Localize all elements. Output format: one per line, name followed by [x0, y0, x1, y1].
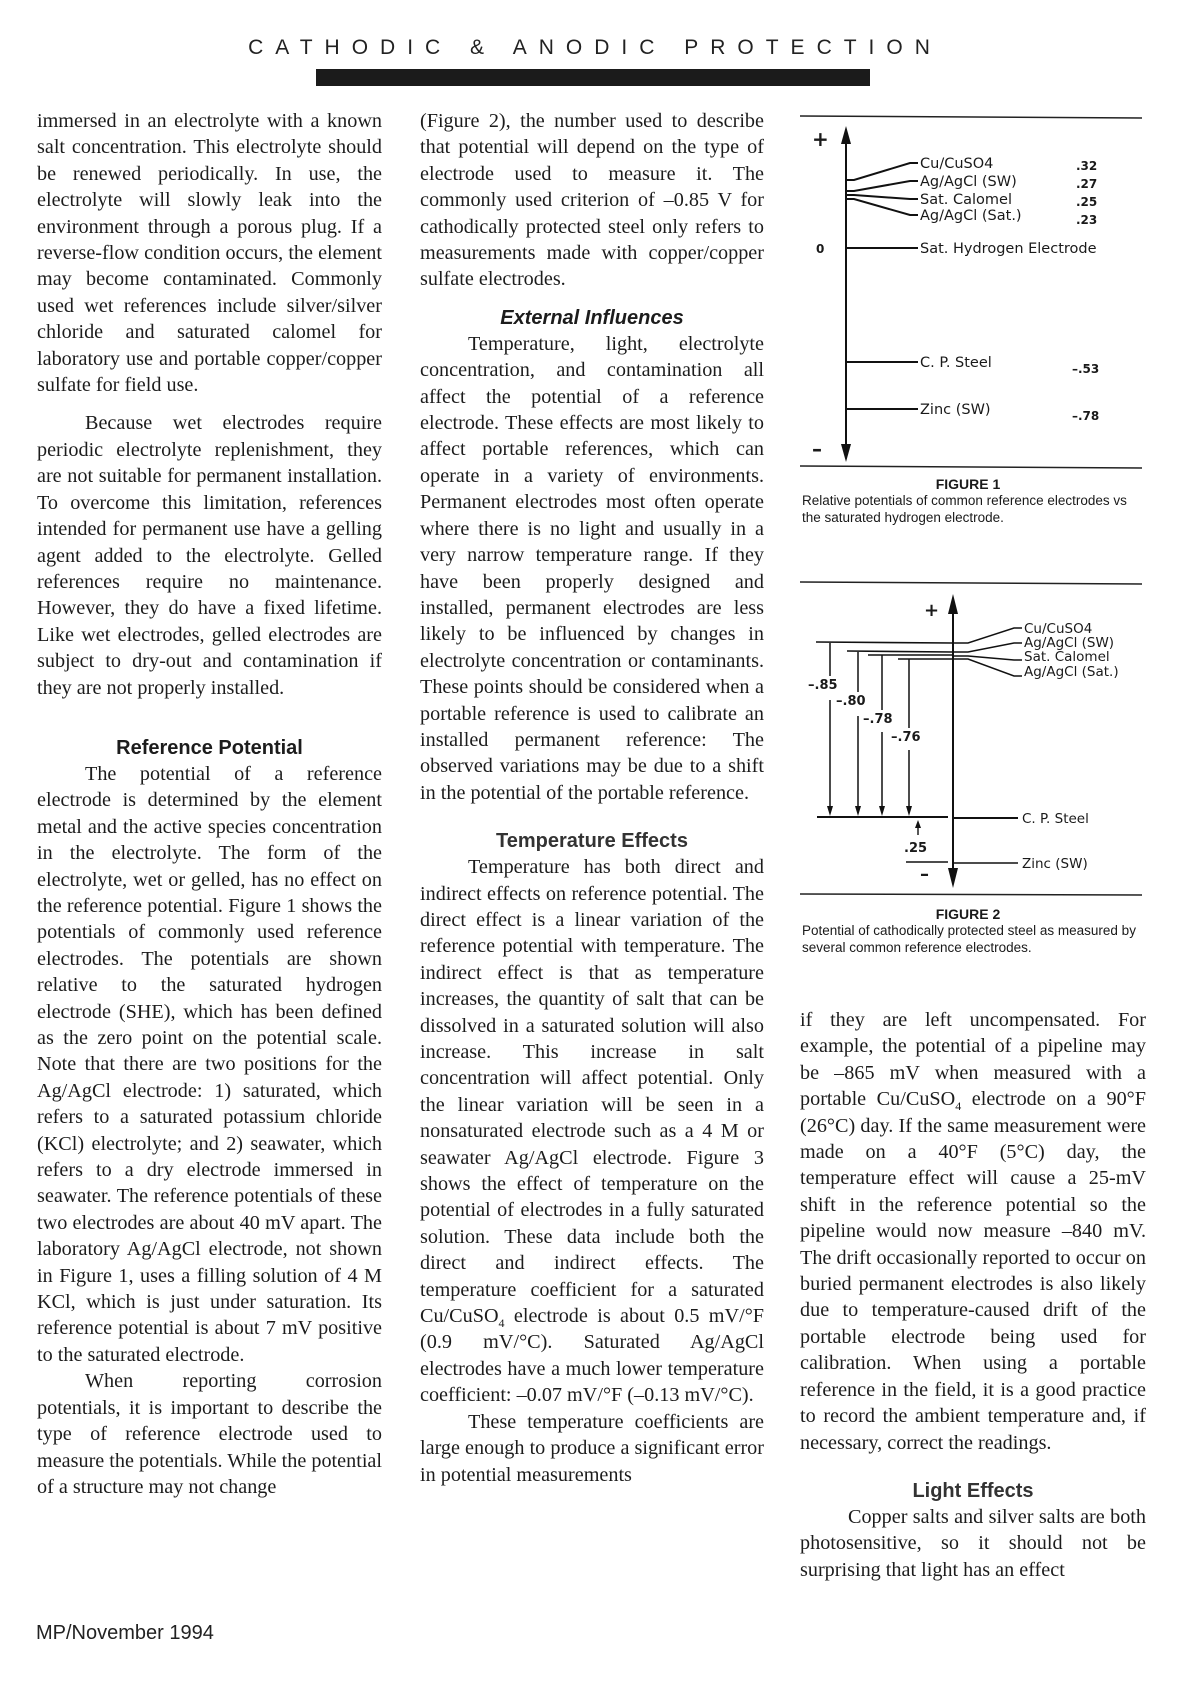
paragraph: When reporting corrosion potentials, it is important to describe the type of reference electrode used to measure the potentials. While the potential of a structure may not change — [37, 1370, 382, 1498]
figure-2-diagram — [790, 580, 1146, 900]
electrode-label: C. P. Steel — [920, 355, 992, 371]
electrode-label: Sat. Calomel — [920, 192, 1012, 208]
column-1 — [37, 108, 382, 1500]
arrow-down-icon — [855, 806, 861, 816]
figure-2-caption: Potential of cathodically protected steel as measured by several common reference electrodes. — [802, 923, 1136, 955]
paragraph — [420, 854, 764, 1409]
electrode-label: Sat. Hydrogen Electrode — [920, 241, 1097, 257]
top-rule — [800, 116, 1142, 118]
arrow-down-icon — [879, 806, 885, 816]
electrode-label: Cu/CuSO4 — [1024, 621, 1093, 637]
electrode-label: Sat. Calomel — [1024, 649, 1110, 665]
potential-value: .23 — [1076, 213, 1098, 227]
leader-line — [846, 199, 918, 215]
figure-1-caption: Relative potentials of common reference electrodes vs the saturated hydrogen electrode. — [802, 493, 1127, 525]
arrow-down-icon — [841, 444, 851, 462]
arrow-down-icon — [827, 806, 833, 816]
potential-value: .27 — [1076, 177, 1098, 191]
arrow-up-icon — [948, 594, 958, 614]
paragraph: The potential of a reference electrode is determined by the element metal and the active species concentration in the electrolyte. The form of the electrolyte, wet or gelled, has no effect on the reference potential. Figure 1 shows the potentials of commonly used reference electrodes. The potentials are shown relative to the saturated hydrogen electrode (SHE), which has been defined as the zero point on the potential scale. Note that there are two positions for the Ag/AgCl electrode: 1) saturated, which refers to a saturated potassium chloride (KCl) electrolyte; and 2) seawater, which refers to a dry electrode immersed in seawater. The reference potentials of these two electrodes are about 40 mV apart. The laboratory Ag/AgCl electrode, not shown in Figure 1, uses a filling solution of 4 M KCl, which is just under saturation. Its reference potential is about 7 mV positive to the saturated electrode. — [37, 762, 382, 1366]
potential-value: –.53 — [1072, 362, 1100, 376]
potential-value: .25 — [1076, 195, 1098, 209]
reference-line — [816, 642, 953, 643]
potential-value: .32 — [1076, 159, 1098, 173]
zinc-gap-value: .25 — [904, 841, 928, 856]
leader-line — [846, 163, 918, 180]
leader-line — [953, 628, 1022, 643]
column-3 — [800, 1007, 1146, 1583]
potential-value: –.78 — [1072, 409, 1100, 423]
arrow-down-icon — [948, 868, 958, 888]
bottom-rule — [800, 466, 1142, 468]
figure-2-title: FIGURE 2 — [935, 906, 1001, 922]
figure-1 — [790, 110, 1146, 550]
arrow-up-icon — [841, 126, 851, 144]
electrode-label: Ag/AgCl (Sat.) — [1024, 664, 1119, 680]
figure-1-title: FIGURE 1 — [935, 476, 1001, 492]
arrow-down-icon — [906, 806, 912, 816]
measurement-value: –.76 — [891, 730, 921, 745]
subscript: 4 — [955, 1099, 962, 1114]
electrode-label: Ag/AgCl (SW) — [1024, 635, 1115, 651]
arrow-up-icon — [915, 820, 921, 828]
electrode-label: Ag/AgCl (SW) — [920, 174, 1017, 190]
text: electrode on a 90°F (26°C) day. If the same measurement were made on a 40°F (5°C) day, the temperature effect will cause a 25-mV shift in the reference potential so the pipeline would now measure –840 mV. The drift occasionally reported to occur on buried permanent electrodes is also likely due to temperature-caused drift of the portable electrode being used for calibration. When using a portable reference in the field, it is a good practice to record the ambient temperature and, if necessary, correct the readings. — [800, 1088, 1146, 1454]
text: electrode is about 0.5 mV/°F (0.9 mV/°C). Saturated Ag/AgCl electrodes have a much lower temperature coefficient: –0.07 mV/°F (–0.13 mV/°C). — [420, 1305, 764, 1407]
zero-label: 0 — [816, 242, 825, 256]
leader-line — [953, 659, 1022, 676]
measurement-value: –.78 — [863, 712, 893, 727]
section-heading-light-effects: Light Effects — [912, 1479, 1034, 1502]
reference-line — [847, 651, 953, 652]
text: if they are left uncompensated. For example, the potential of a pipeline may be –865 mV when measured with a portable Cu/CuSO — [800, 1009, 1146, 1111]
paragraph: Because wet electrodes require periodic electrolyte replenishment, they are not suitable for permanent installation. To overcome this limitation, references intended for permanent use have a gelling agent added to the electrolyte. Gelled references require no maintenance. However, they do have a fixed lifetime. Like wet electrodes, gelled electrodes are subject to dry-out and contamination if they are not properly installed. — [37, 412, 382, 699]
electrode-label: Zinc (SW) — [920, 402, 991, 418]
electrode-label: Ag/AgCl (Sat.) — [920, 208, 1022, 224]
section-heading-reference-potential: Reference Potential — [116, 736, 303, 759]
zinc-label: Zinc (SW) — [1022, 856, 1088, 872]
figure-2 — [790, 580, 1146, 990]
running-head: CATHODIC & ANODIC PROTECTION — [248, 36, 942, 59]
leader-line — [953, 643, 1022, 652]
column-2 — [420, 108, 764, 1488]
measurement-value: –.85 — [808, 678, 838, 693]
figure-1-diagram — [790, 110, 1146, 470]
paragraph: immersed in an electrolyte with a known salt concentration. This electrolyte should be renewed periodically. In use, the electrolyte will slowly leak into the environment through a porous plug. If a reverse-flow condition occurs, the element may become contaminated. Commonly used wet references include silver/silver chloride and saturated calomel for laboratory use and portable copper/copper sulfate for field use. — [37, 110, 382, 397]
minus-label: – — [812, 437, 822, 461]
plus-label: + — [924, 600, 940, 621]
paragraph: Copper salts and silver salts are both photosensitive, so it should not be surprising that light has an effect — [800, 1505, 1146, 1581]
subscript: 4 — [498, 1316, 505, 1331]
minus-label: – — [920, 864, 929, 885]
electrode-label: Cu/CuSO4 — [920, 156, 994, 172]
top-rule — [800, 582, 1142, 584]
leader-line — [846, 181, 918, 191]
text: Temperature has both direct and indirect effects on reference potential. The direct effect is a linear variation of the reference potential with temperature. The indirect effect is that as temperature increases, the quantity of salt that can be dissolved in a saturated solution will also increase. This increase in salt concentration will affect potential. Only the linear variation will be seen in a nonsaturated electrode such as a 4 M or seawater Ag/AgCl electrode. Figure 3 shows the effect of temperature on the potential of electrodes in a fully saturated solution. These data include both the direct and indirect effects. The temperature coefficient for a saturated Cu/CuSO — [420, 856, 764, 1328]
section-heading-temperature-effects: Temperature Effects — [496, 830, 688, 853]
leader-line — [846, 195, 918, 199]
page-footer: MP/November 1994 — [36, 1622, 214, 1644]
plus-label: + — [812, 127, 829, 151]
bottom-rule — [800, 894, 1142, 895]
section-heading-external-influences: External Influences — [500, 306, 684, 329]
paragraph: (Figure 2), the number used to describe that potential will depend on the type of electrode used to measure it. The commonly used criterion of –0.85 V for cathodically protected steel only refers to measurements made with copper/copper sulfate electrodes. — [420, 110, 764, 291]
paragraph — [800, 1007, 1146, 1456]
steel-label: C. P. Steel — [1022, 811, 1089, 827]
header-rule — [316, 69, 870, 86]
measurement-value: –.80 — [836, 694, 866, 709]
paragraph: Temperature, light, electrolyte concentration, and contamination all affect the potential of a reference electrode. These effects are most likely to affect portable references, which can operate in a variety of environments. Permanent electrodes most often operate where there is no light and usually in a very narrow temperature range. If they have been properly designed and installed, permanent electrodes are less likely to be influenced by changes in electrolyte concentration or contaminants. These points should be considered when a portable reference is used to calibrate an installed permanent reference: The observed variations may be due to a shift in the potential of the portable reference. — [420, 332, 764, 804]
paragraph: These temperature coefficients are large enough to produce a significant error in potential measurements — [420, 1410, 764, 1486]
